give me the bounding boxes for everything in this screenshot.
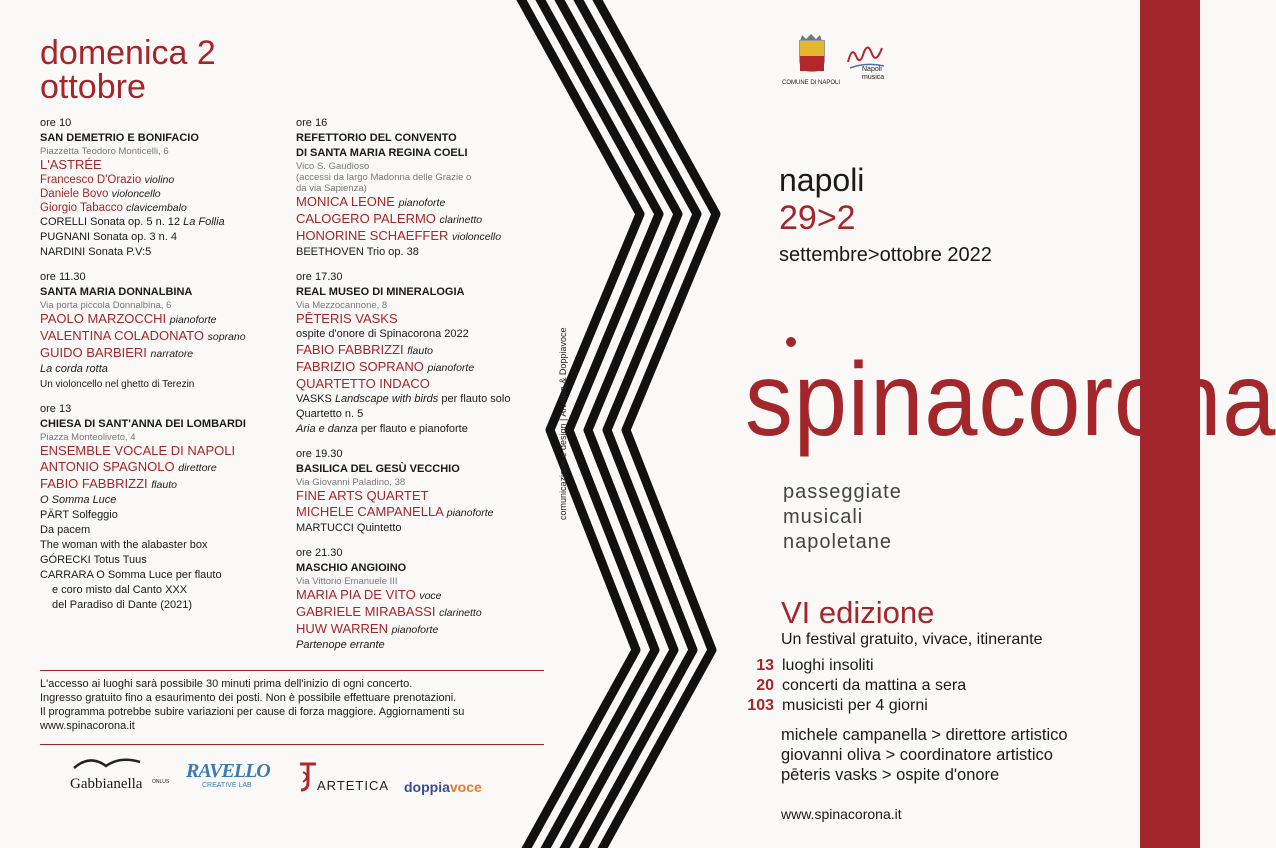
performer-name: ANTONIO SPAGNOLO	[40, 459, 175, 474]
concert-time: ore 10	[40, 117, 72, 129]
stat-row	[736, 676, 966, 696]
staff-line: giovanni oliva > coordinatore artistico	[781, 746, 1053, 764]
program-title: Aria e danza	[296, 423, 358, 435]
performer-role: violino	[144, 174, 175, 186]
festival-dates: 29>2	[779, 199, 856, 237]
performer-line	[296, 504, 556, 521]
concert-time: ore 21.30	[296, 547, 343, 559]
program-line	[40, 568, 290, 583]
program-text: per flauto e pianoforte	[357, 423, 468, 435]
edition-title: VI edizione	[781, 595, 935, 630]
program-line	[40, 493, 290, 508]
napoli-musica-text	[862, 66, 884, 82]
concert-venue: SANTA MARIA DONNALBINA	[40, 286, 193, 298]
staff-line: pēteris vasks > ospite d'onore	[781, 766, 1000, 784]
performer-line	[40, 157, 290, 173]
venue-address: Via Giovanni Paladino, 38	[296, 477, 406, 488]
festival-subtitle: Un festival gratuito, vivace, itinerante	[781, 631, 1043, 648]
concert-time: ore 16	[296, 117, 328, 129]
performer-line	[296, 376, 556, 392]
program-line	[296, 392, 556, 407]
sponsor-gabbianella-name: Gabbianella	[70, 776, 143, 792]
performer-line	[40, 173, 290, 187]
tagline-line: passeggiate	[783, 481, 902, 503]
program-text: MARTUCCI Quintetto	[296, 522, 402, 534]
schedule-column-2	[296, 116, 556, 663]
performer-name: L'ASTRÉE	[40, 157, 102, 172]
program-text: Quartetto n. 5	[296, 408, 364, 420]
concert-entry	[296, 116, 556, 260]
program-title: O Somma Luce	[40, 494, 117, 506]
staff-line: michele campanella > direttore artistico	[781, 726, 1068, 744]
sponsor-ravello-name: RAVELLO	[186, 760, 270, 782]
performer-name: MARIA PIA DE VITO	[296, 587, 416, 602]
program-text: GÓRECKI Totus Tuus	[40, 554, 147, 566]
performer-role: violoncello	[452, 231, 502, 243]
concert-time: ore 19.30	[296, 448, 343, 460]
program-text: PÄRT Solfeggio	[40, 509, 118, 521]
website-link[interactable]: www.spinacorona.it	[781, 806, 902, 822]
performer-line	[40, 328, 290, 345]
performer-line	[296, 194, 556, 211]
concert-venue: MASCHIO ANGIOINO	[296, 562, 407, 574]
program-text: NARDINI Sonata P.V:5	[40, 246, 152, 258]
performer-name: FABIO FABBRIZZI	[40, 476, 148, 491]
venue-address: Via Mezzocannone, 8	[296, 300, 388, 311]
concert-time: ore 13	[40, 403, 72, 415]
program-line	[40, 362, 290, 377]
performer-role: pianoforte	[391, 624, 439, 636]
performer-role: voce	[419, 590, 442, 602]
performer-role: direttore	[178, 462, 217, 474]
performer-name: FINE ARTS QUARTET	[296, 488, 429, 503]
festival-stats	[736, 656, 966, 716]
comune-di-napoli-logo	[782, 40, 841, 90]
performer-role: pianoforte	[446, 507, 494, 519]
concert-venue: BASILICA DEL GESÙ VECCHIO	[296, 463, 460, 475]
tagline-line: musicali	[783, 506, 864, 528]
venue-address: Piazza Monteoliveto, 4	[40, 432, 136, 443]
program-text: The woman with the alabaster box	[40, 539, 208, 551]
stat-number: 20	[756, 677, 774, 694]
performer-line	[40, 311, 290, 328]
program-line	[40, 523, 290, 538]
note-line: Il programma potrebbe subire variazioni per cause di forza maggiore. Aggiornamenti su	[40, 706, 465, 718]
stat-label: musicisti per 4 giorni	[782, 697, 928, 714]
napoli-musica-line1: Napoli	[862, 66, 882, 73]
staff-credits	[781, 725, 1068, 785]
program-line	[40, 598, 290, 613]
program-title: Partenope errante	[296, 639, 385, 651]
napoli-musica-logo	[846, 42, 906, 86]
concert-entry	[40, 402, 290, 613]
concert-venue: CHIESA DI SANT'ANNA DEI LOMBARDI	[40, 418, 246, 430]
performer-line	[40, 443, 290, 459]
performer-name: MONICA LEONE	[296, 194, 395, 209]
performer-role: clarinetto	[439, 607, 482, 619]
coat-of-arms-icon	[799, 40, 825, 72]
performer-line	[296, 621, 556, 638]
stat-row	[736, 696, 966, 716]
performer-role: clavicembalo	[126, 202, 187, 214]
performer-name: PAOLO MARZOCCHI	[40, 311, 167, 326]
tagline-line: napoletane	[783, 531, 892, 553]
sponsor-doppiavoce-b: voce	[449, 779, 482, 795]
sponsor-doppiavoce-a: doppia	[404, 779, 450, 795]
note-line: Ingresso gratuito fino a esaurimento dei posti. Non è possibile effettuare prenotazioni.	[40, 692, 457, 704]
program-text: per flauto solo	[438, 393, 511, 405]
festival-period: settembre>ottobre 2022	[779, 244, 992, 266]
performer-role: flauto	[151, 479, 177, 491]
performer-name: CALOGERO PALERMO	[296, 211, 436, 226]
concert-time: ore 17.30	[296, 271, 343, 283]
program-line	[296, 521, 556, 536]
program-text: Da pacem	[40, 524, 91, 536]
note-link[interactable]: www.spinacorona.it	[40, 720, 135, 732]
performer-name: VALENTINA COLADONATO	[40, 328, 204, 343]
performer-role: pianoforte	[398, 197, 446, 209]
performer-name: GABRIELE MIRABASSI	[296, 604, 436, 619]
performer-line	[296, 604, 556, 621]
performer-name: HONORINE SCHAEFFER	[296, 228, 449, 243]
sponsor-artetica-name: ARTETICA	[317, 778, 390, 793]
performer-name: Giorgio Tabacco	[40, 202, 123, 214]
program-title: La Follia	[183, 216, 225, 228]
concert-time: ore 11.30	[40, 271, 86, 283]
program-text: VASKS	[296, 393, 335, 405]
performer-role: clarinetto	[439, 214, 483, 226]
performer-name: ENSEMBLE VOCALE DI NAPOLI	[40, 443, 236, 458]
concert-entry	[296, 270, 556, 437]
performer-line	[296, 587, 556, 604]
performer-role: pianoforte	[169, 314, 217, 326]
performer-role: soprano	[207, 331, 246, 343]
design-credit-text: comunicazione e design | Artetica & Doppiavoce	[558, 327, 568, 520]
program-line	[296, 638, 556, 653]
program-line	[296, 407, 556, 422]
program-line	[40, 215, 290, 230]
note-line: L'accesso ai luoghi sarà possibile 30 minuti prima dell'inizio di ogni concerto.	[40, 678, 413, 690]
performer-line	[296, 211, 556, 228]
venue-address: Via porta piccola Donnalbina, 6	[40, 300, 172, 311]
performer-name: GUIDO BARBIERI	[40, 345, 147, 360]
stat-label: concerti da mattina a sera	[782, 677, 967, 694]
performer-name: FABIO FABBRIZZI	[296, 342, 404, 357]
venue-address: Piazzetta Teodoro Monticelli, 6	[40, 146, 169, 157]
performer-line	[296, 311, 556, 327]
stat-number: 103	[747, 697, 774, 714]
performer-name: PĒTERIS VASKS	[296, 311, 398, 326]
day-title	[40, 36, 216, 104]
venue-address: (accessi da largo Madonna delle Grazie o	[296, 172, 472, 183]
program-title: Landscape with birds	[334, 393, 439, 405]
program-line	[40, 538, 290, 553]
program-line	[40, 553, 290, 568]
performer-line	[296, 342, 556, 359]
schedule-column-1	[40, 116, 290, 623]
concert-entry	[40, 270, 290, 392]
concert-venue: REFETTORIO DEL CONVENTO	[296, 132, 457, 144]
venue-address: Vico S. Gaudioso	[296, 161, 370, 172]
stat-row	[736, 656, 966, 676]
performer-name: Daniele Bovo	[40, 188, 109, 200]
program-line	[40, 245, 290, 260]
stat-label: luoghi insoliti	[782, 657, 874, 674]
performer-line	[40, 201, 290, 215]
program-title: La corda rotta	[40, 363, 108, 375]
info-notes	[40, 670, 544, 733]
performer-name: QUARTETTO INDACO	[296, 376, 430, 391]
performer-line	[296, 228, 556, 245]
napoli-musica-line2: musica	[862, 74, 885, 81]
performer-name: Francesco D'Orazio	[40, 174, 142, 186]
day-title-line1: domenica 2	[40, 34, 216, 72]
concert-entry	[40, 116, 290, 260]
program-text: del Paradiso di Dante (2021)	[52, 599, 193, 611]
performer-name: FABRIZIO SOPRANO	[296, 359, 424, 374]
sponsor-gabbianella-sub: ONLUS	[152, 779, 170, 785]
performer-name: MICHELE CAMPANELLA	[296, 504, 444, 519]
concert-entry	[296, 447, 556, 536]
concert-venue: REAL MUSEO DI MINERALOGIA	[296, 286, 465, 298]
performer-role: violoncello	[111, 188, 161, 200]
gull-icon	[72, 754, 142, 776]
brand-tagline	[783, 480, 902, 555]
performer-role: narratore	[150, 348, 194, 360]
brand-wordmark: spinacorona	[745, 342, 1276, 458]
performer-line	[40, 187, 290, 201]
day-title-line2: ottobre	[40, 68, 146, 106]
performer-line	[40, 476, 290, 493]
notes-divider	[40, 744, 544, 745]
guest-note: ospite d'onore di Spinacorona 2022	[296, 328, 469, 340]
performer-role: pianoforte	[427, 362, 475, 374]
program-text: BEETHOVEN Trio op. 38	[296, 246, 419, 258]
program-line	[40, 508, 290, 523]
performer-line	[296, 359, 556, 376]
stat-number: 13	[756, 657, 774, 674]
program-text: CARRARA O Somma Luce per flauto	[40, 569, 222, 581]
sponsor-doppiavoce-logo	[404, 779, 482, 819]
program-text: Un violoncello nel ghetto di Terezin	[40, 379, 195, 390]
program-line	[40, 377, 290, 392]
venue-address: da via Sapienza)	[296, 183, 367, 194]
performer-name: HUW WARREN	[296, 621, 388, 636]
program-line	[296, 422, 556, 437]
performer-role: flauto	[407, 345, 433, 357]
program-line	[296, 245, 556, 260]
design-credit	[552, 290, 578, 520]
concert-venue: DI SANTA MARIA REGINA COELI	[296, 147, 468, 159]
program-text: e coro misto dal Canto XXX	[52, 584, 188, 596]
city-name: napoli	[779, 162, 865, 198]
program-text: CORELLI Sonata op. 5 n. 12	[40, 216, 184, 228]
comune-logo-text: COMUNE DI NAPOLI	[782, 80, 841, 86]
performer-line	[40, 459, 290, 476]
concert-venue: SAN DEMETRIO E BONIFACIO	[40, 132, 199, 144]
venue-address: Via Vittorio Emanuele III	[296, 576, 398, 587]
program-text: PUGNANI Sonata op. 3 n. 4	[40, 231, 177, 243]
concert-entry	[296, 546, 556, 653]
performer-line	[40, 345, 290, 362]
sponsor-ravello-sub: CREATIVE LAB	[202, 782, 252, 789]
program-line	[40, 230, 290, 245]
performer-line	[296, 488, 556, 504]
artetica-mark-icon	[297, 760, 319, 794]
program-line	[40, 583, 290, 598]
